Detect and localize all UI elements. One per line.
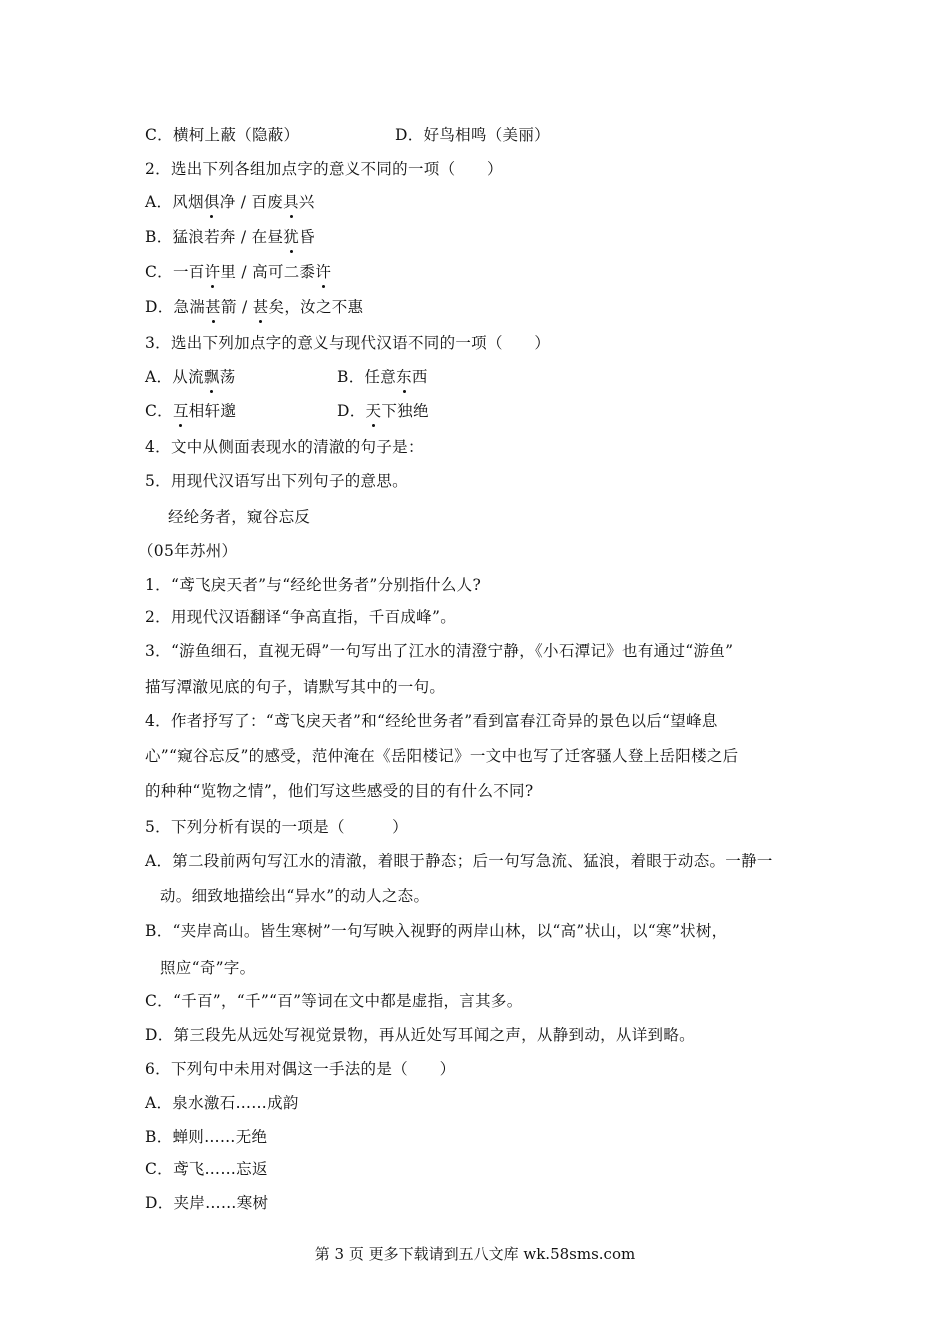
text-segment: 6．下列句中未用对偶这一手法的是（ ） [145,1060,456,1078]
text-segment: A．风烟 [145,193,204,211]
text-line [145,920,727,942]
text-line [145,296,363,318]
text-segment: 昏 [299,228,315,246]
text-segment: 心”“窥谷忘反”的感受，范仲淹在《岳阳楼记》一文中也写了迁客骚人登上岳阳楼之后 [145,747,739,765]
text-segment: C．一百 [145,263,205,281]
text-line [145,436,424,458]
text-segment: 2．用现代汉语翻译“争高直指，千百成峰”。 [145,608,457,626]
text-line [145,850,773,872]
text-segment: 4．作者抒写了：“鸢飞戾天者”和“经纶世务者”看到富春江奇异的景色以后“望峰息 [145,712,718,730]
text-segment: 兴 [298,193,315,211]
emphasized-char: 东 [396,368,412,386]
text-segment: 1．“鸢飞戾天者”与“经纶世务者”分别指什么人? [145,576,482,594]
page-footer: 第 3 页 更多下载请到五八文库 wk.58sms.com [314,1245,636,1263]
text-segment: D．第三段先从远处写视觉景物，再从近处写耳闻之声，从静到动，从详到略。 [145,1026,695,1044]
text-line [145,366,236,388]
emphasized-char: 飘 [203,368,220,386]
text-line [145,606,456,628]
text-line [337,366,428,388]
text-segment: A．第二段前两句写江水的清澈，着眼于静态；后一句写急流、猛浪，着眼于动态。一静一 [145,852,773,870]
text-segment: D．急湍 [145,298,206,316]
text-segment: （05年苏州） [138,542,238,560]
text-segment: C．鸢飞……忘返 [145,1160,268,1178]
text-segment: B．猛浪若奔 / 在昼 [145,228,284,246]
emphasized-char: 许 [204,263,221,281]
text-line [145,780,533,802]
text-segment: 经纶务者，窥谷忘反 [168,508,311,526]
text-line [145,1192,268,1214]
text-line [138,540,237,562]
text-line [145,1092,299,1114]
text-segment: B．“夹岸高山。皆生寒树”一句写映入视野的两岸山林，以“高”状山，以“寒”状树， [145,922,728,940]
text-segment: 5．用现代汉语写出下列句子的意思。 [145,472,408,490]
text-line [160,885,429,907]
emphasized-char: 互 [172,402,189,420]
text-segment: 下独绝 [381,402,429,420]
text-segment: 矣，汝之不惠 [268,298,364,316]
text-line [145,745,738,767]
text-segment: 净 / 百废 [219,193,284,211]
text-segment: D． [337,402,366,420]
text-segment: 里 / 高可二黍 [220,263,316,281]
text-line [337,400,429,422]
text-line [168,506,310,528]
text-segment: 2．选出下列各组加点字的意义不同的一项（ ） [145,160,503,178]
text-segment: 描写潭澈见底的句子，请默写其中的一句。 [145,678,446,696]
text-line [145,676,445,698]
text-line [145,226,315,248]
text-segment: A．从流 [145,368,204,386]
text-line [160,957,255,979]
text-segment: C．“千百”，“千”“百”等词在文中都是虚指，言其多。 [145,992,523,1010]
text-line [145,1126,267,1148]
text-segment: 3．选出下列加点字的意义与现代汉语不同的一项（ ） [145,334,551,352]
emphasized-char: 天 [365,402,382,420]
text-line [145,1058,455,1080]
text-line [145,816,408,838]
text-line [145,400,236,422]
text-segment: A．泉水激石……成韵 [145,1094,299,1112]
text-line [395,124,550,146]
text-segment: 箭 / [220,298,253,316]
text-segment: 5．下列分析有误的一项是（ ） [145,818,408,836]
text-line [145,1158,268,1180]
emphasized-char: 甚 [252,298,269,316]
text-segment: 4．文中从侧面表现水的清澈的句子是： [145,438,424,456]
text-segment: D．夹岸……寒树 [145,1194,269,1212]
text-line [145,574,481,596]
text-segment: B．任意 [337,368,397,386]
emphasized-char: 许 [315,263,332,281]
text-line [145,158,503,180]
text-segment: 相轩邈 [188,402,237,420]
text-segment: D．好鸟相鸣（美丽） [395,126,550,144]
emphasized-char: 甚 [205,298,221,316]
text-segment: 的种种“览物之情”，他们写这些感受的目的有什么不同? [145,782,534,800]
text-line [145,710,718,732]
text-line [145,990,523,1012]
text-line [145,640,733,662]
text-segment: 照应“奇”字。 [160,959,256,977]
text-segment: C．横柯上蔽（隐蔽） [145,126,300,144]
text-line [145,1024,695,1046]
text-segment: C． [145,402,173,420]
text-line [145,124,299,146]
text-segment: 动。细致地描绘出“异水”的动人之态。 [160,887,430,905]
text-segment: 3．“游鱼细石，直视无碍”一句写出了江水的清澄宁静，《小石潭记》也有通过“游鱼” [145,642,734,660]
emphasized-char: 犹 [283,228,300,246]
emphasized-char: 具 [283,193,299,211]
text-segment: B．蝉则……无绝 [145,1128,268,1146]
text-segment: 西 [411,368,428,386]
text-line [145,261,331,283]
text-line [145,191,315,213]
text-line [145,470,408,492]
emphasized-char: 俱 [203,193,220,211]
text-segment: 荡 [219,368,236,386]
text-line [145,332,550,354]
